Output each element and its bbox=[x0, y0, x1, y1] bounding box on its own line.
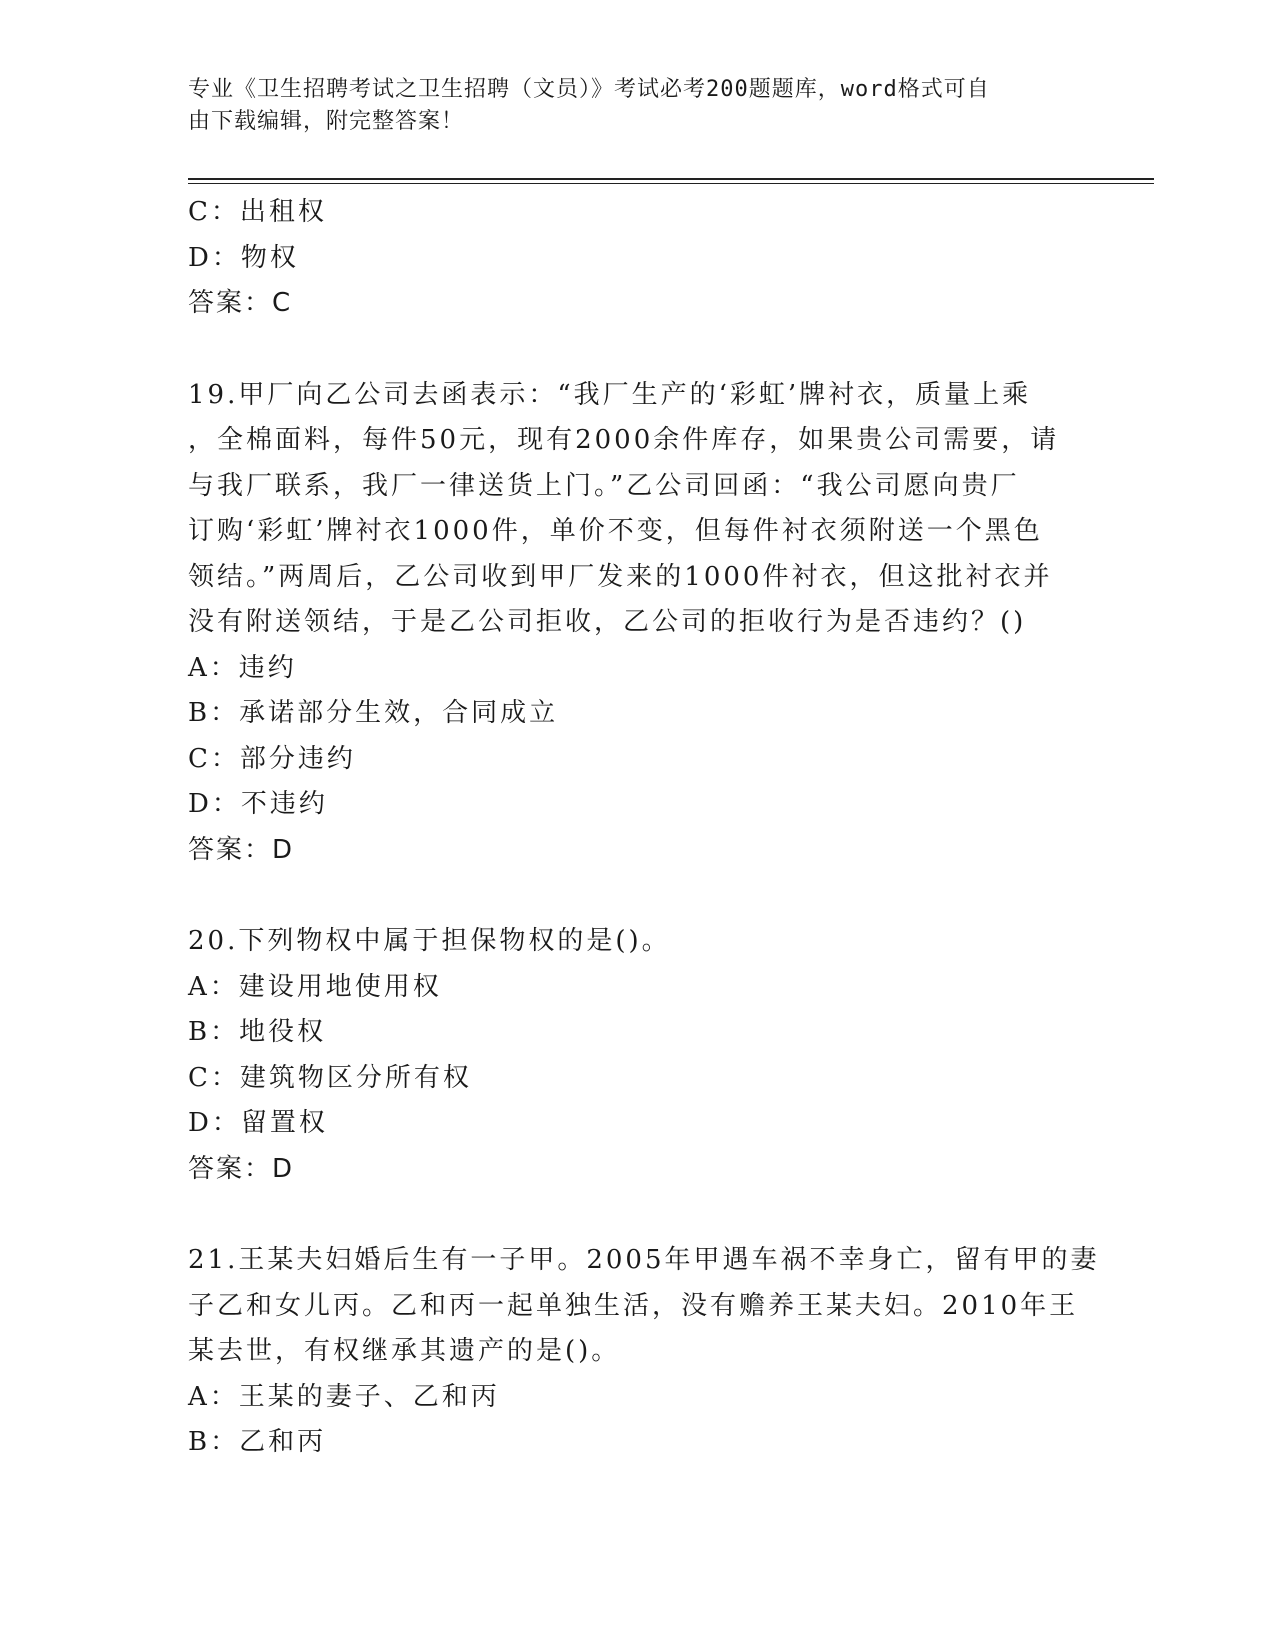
q19-stem-line: 没有附送领结，于是乙公司拒收，乙公司的拒收行为是否违约？() bbox=[188, 607, 1027, 637]
q18-answer: 答案：C bbox=[188, 288, 293, 318]
spacer bbox=[188, 873, 1088, 919]
q20-option-c: C：建筑物区分所有权 bbox=[188, 1062, 472, 1093]
q21-stem-line: 某去世，有权继承其遗产的是()。 bbox=[188, 1336, 621, 1366]
q20-option-a: A：建设用地使用权 bbox=[188, 971, 442, 1002]
header-line-1: 专业《卫生招聘考试之卫生招聘（文员）》考试必考200题题库，word格式可自 bbox=[188, 77, 990, 102]
q19-stem-line: 19.甲厂向乙公司去函表示：“我厂生产的‘彩虹’牌衬衣，质量上乘 bbox=[188, 379, 1032, 410]
header-rule-thin bbox=[188, 183, 1154, 184]
q20-answer: 答案：D bbox=[188, 1153, 295, 1184]
q21-option-b: B：乙和丙 bbox=[188, 1427, 327, 1457]
q19-option-c: C：部分违约 bbox=[188, 743, 356, 774]
spacer bbox=[188, 327, 1088, 373]
q19-stem-line: ，全棉面料，每件50元，现有2000余件库存，如果贵公司需要，请 bbox=[188, 425, 1060, 455]
q19-stem-line: 与我厂联系，我厂一律送货上门。”乙公司回函：“我公司愿向贵厂 bbox=[188, 470, 1020, 501]
q20-option-d: D：留置权 bbox=[188, 1108, 328, 1138]
q19-stem-line: 领结。”两周后，乙公司收到甲厂发来的1000件衬衣，但这批衬衣并 bbox=[188, 561, 1053, 592]
q19-option-b: B：承诺部分生效，合同成立 bbox=[188, 698, 559, 728]
q19-answer: 答案：D bbox=[188, 834, 295, 865]
spacer bbox=[188, 1192, 1088, 1238]
q20-option-b: B：地役权 bbox=[188, 1017, 327, 1047]
q19-stem-line: 订购‘彩虹’牌衬衣1000件，单价不变，但每件衬衣须附送一个黑色 bbox=[188, 516, 1043, 546]
q20-stem: 20.下列物权中属于担保物权的是()。 bbox=[188, 926, 671, 956]
question-content bbox=[188, 190, 1100, 1466]
q21-stem-line: 子乙和女儿丙。乙和丙一起单独生活，没有赡养王某夫妇。2010年王 bbox=[188, 1290, 1079, 1321]
q19-option-d: D：不违约 bbox=[188, 789, 328, 819]
q18-option-d: D：物权 bbox=[188, 242, 299, 273]
question-19 bbox=[188, 373, 1088, 874]
question-20 bbox=[188, 919, 1088, 1192]
question-21 bbox=[188, 1238, 1100, 1466]
q19-option-a: A：违约 bbox=[188, 652, 297, 683]
page-header bbox=[188, 74, 1088, 138]
header-line-2: 由下载编辑，附完整答案！ bbox=[188, 109, 465, 134]
q21-option-a: A：王某的妻子、乙和丙 bbox=[188, 1381, 500, 1412]
q18-option-c: C：出租权 bbox=[188, 197, 327, 227]
question-18-tail bbox=[188, 190, 1088, 327]
q21-stem-line: 21.王某夫妇婚后生有一子甲。2005年甲遇车祸不幸身亡，留有甲的妻 bbox=[188, 1245, 1100, 1275]
header-rule-thick bbox=[188, 178, 1154, 180]
